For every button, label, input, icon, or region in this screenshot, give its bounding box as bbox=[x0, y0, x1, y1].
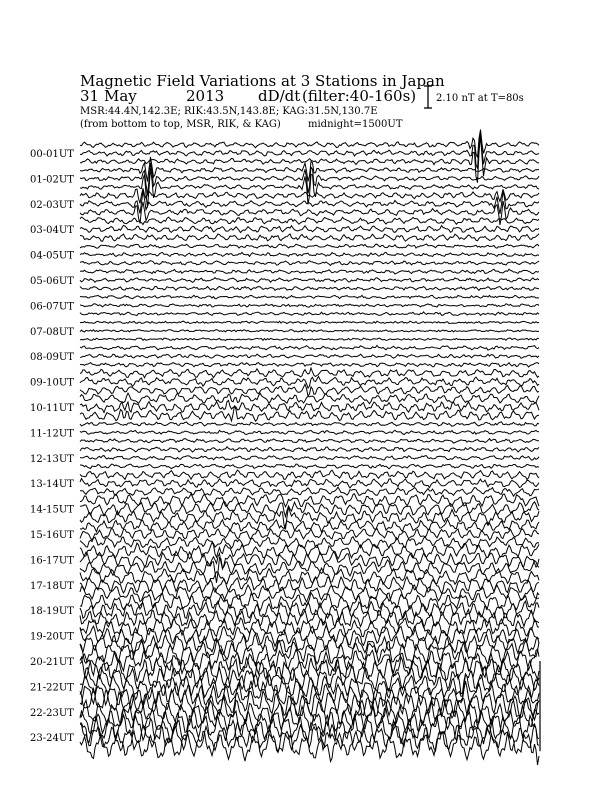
midnight-note: midnight=1500UT bbox=[308, 119, 403, 130]
row-label: 13-14UT bbox=[30, 479, 74, 491]
trace-kag bbox=[80, 405, 539, 421]
row-label: 15-16UT bbox=[30, 530, 74, 541]
chart-title: Magnetic Field Variations at 3 Stations in Japan bbox=[80, 72, 445, 90]
trace-rik bbox=[80, 330, 539, 332]
trace-msr bbox=[80, 368, 539, 378]
trace-kag bbox=[80, 558, 539, 583]
row-label: 17-18UT bbox=[30, 580, 74, 592]
trace-kag bbox=[80, 633, 539, 654]
trace-kag bbox=[80, 286, 539, 290]
trace-rik bbox=[80, 479, 539, 489]
quantity-label: dD/dt bbox=[258, 87, 301, 105]
order-note: (from bottom to top, MSR, RIK, & KAG) bbox=[80, 119, 281, 130]
trace-kag bbox=[80, 507, 539, 530]
date-month: May bbox=[104, 87, 137, 105]
row-label: 00-01UT bbox=[30, 149, 74, 160]
stations-label: MSR:44.4N,142.3E; RIK:43.5N,143.8E; KAG:31.5N,130.7E bbox=[80, 106, 378, 117]
trace-kag bbox=[80, 312, 539, 316]
row-label: 11-12UT bbox=[30, 428, 74, 440]
trace-kag bbox=[80, 536, 539, 548]
trace-msr bbox=[80, 422, 539, 426]
trace-kag bbox=[80, 234, 539, 242]
trace-rik bbox=[80, 400, 539, 412]
date-year: 2013 bbox=[186, 87, 225, 105]
row-label: 12-13UT bbox=[30, 453, 74, 465]
row-label: 14-15UT bbox=[30, 504, 74, 516]
row-label: 04-05UT bbox=[30, 250, 74, 262]
row-label: 05-06UT bbox=[30, 276, 74, 287]
trace-area bbox=[80, 130, 540, 765]
trace-rik bbox=[80, 278, 539, 283]
trace-kag bbox=[80, 487, 539, 496]
trace-msr bbox=[80, 295, 539, 299]
row-label: 01-02UT bbox=[30, 174, 74, 186]
trace-msr bbox=[80, 345, 539, 350]
row-label: 07-08UT bbox=[30, 326, 74, 338]
trace-kag bbox=[80, 439, 539, 444]
trace-kag bbox=[80, 464, 539, 469]
trace-rik bbox=[80, 626, 539, 647]
scale-label: 2.10 nT at T=80s bbox=[436, 93, 524, 104]
trace-msr bbox=[80, 244, 539, 248]
trace-rik bbox=[80, 354, 539, 358]
row-label: 03-04UT bbox=[30, 225, 74, 237]
trace-kag bbox=[80, 201, 539, 225]
trace-rik bbox=[80, 304, 539, 307]
trace-rik bbox=[80, 225, 539, 232]
trace-msr bbox=[80, 217, 539, 225]
trace-rik bbox=[80, 252, 539, 256]
trace-msr bbox=[80, 470, 539, 479]
trace-msr bbox=[80, 447, 539, 452]
trace-kag bbox=[80, 338, 539, 341]
trace-msr bbox=[80, 269, 539, 274]
filter-label: (filter:40-160s) bbox=[302, 87, 417, 105]
row-label: 19-20UT bbox=[30, 631, 74, 643]
row-label: 09-10UT bbox=[30, 377, 74, 389]
row-labels bbox=[30, 149, 74, 744]
row-label: 22-23UT bbox=[30, 707, 74, 719]
row-label: 06-07UT bbox=[30, 301, 74, 313]
trace-msr bbox=[80, 321, 539, 323]
row-label: 08-09UT bbox=[30, 352, 74, 364]
trace-rik bbox=[80, 376, 539, 388]
row-label: 16-17UT bbox=[30, 555, 74, 567]
row-label: 10-11UT bbox=[30, 403, 74, 414]
row-label: 21-22UT bbox=[30, 682, 74, 694]
trace-kag bbox=[80, 363, 539, 368]
trace-kag bbox=[80, 261, 539, 266]
row-label: 23-24UT bbox=[30, 733, 74, 745]
date-day: 31 bbox=[80, 87, 100, 105]
trace-rik bbox=[80, 430, 539, 434]
trace-rik bbox=[80, 133, 539, 169]
trace-rik bbox=[80, 577, 539, 593]
trace-rik bbox=[80, 456, 539, 461]
row-label: 20-21UT bbox=[30, 657, 74, 668]
row-label: 18-19UT bbox=[30, 606, 74, 618]
row-label: 02-03UT bbox=[30, 199, 74, 211]
